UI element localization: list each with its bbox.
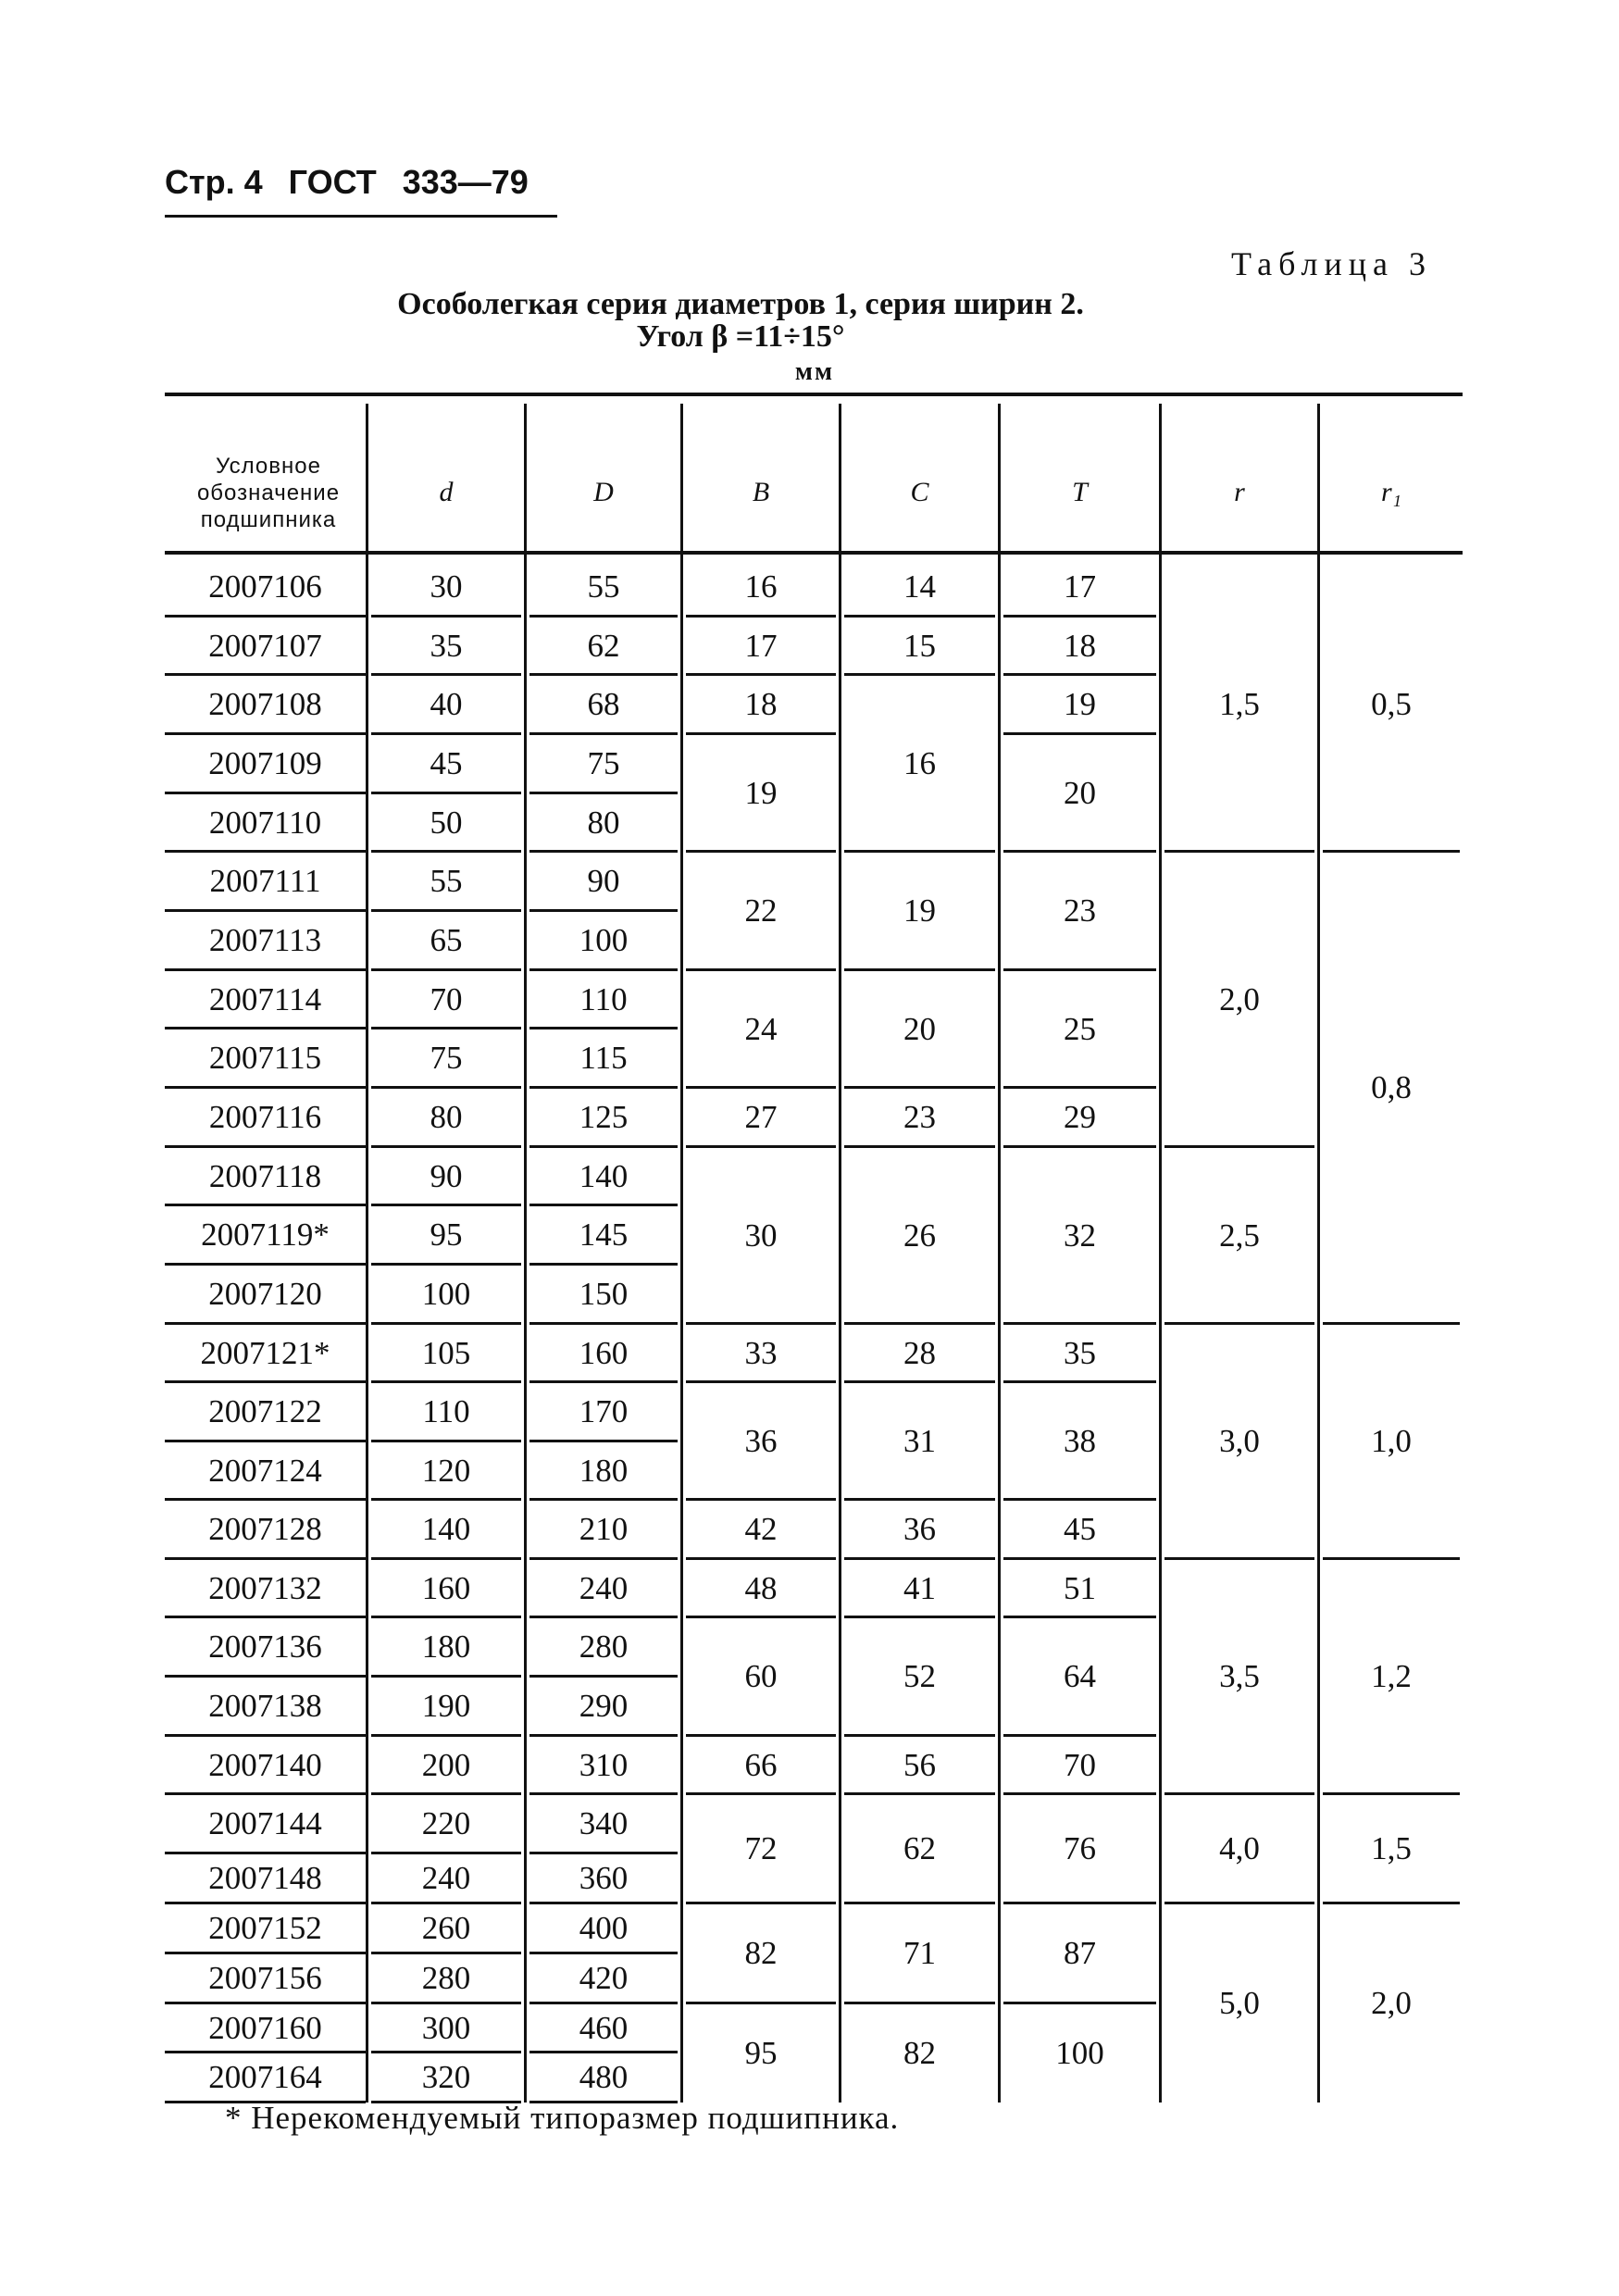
designation-cell: 2007124 (208, 1452, 322, 1489)
d-cell: 320 (421, 2059, 471, 2095)
designation-cell: 2007116 (208, 1099, 322, 1135)
header-r1: r₁ (1380, 477, 1402, 507)
B-cell: 18 (744, 686, 778, 722)
d-cell: 160 (421, 1569, 471, 1606)
B-cell: 82 (744, 1935, 778, 1971)
D-cell: 75 (587, 745, 620, 781)
B-cell: 33 (744, 1334, 778, 1371)
D-cell: 280 (579, 1628, 629, 1665)
C-cell: 16 (903, 744, 936, 781)
D-cell: 340 (579, 1805, 629, 1841)
designation-cell: 2007111 (209, 863, 321, 899)
B-cell: 95 (744, 2034, 778, 2071)
D-cell: 290 (579, 1688, 629, 1724)
B-cell: 60 (744, 1658, 778, 1694)
r-cell: 3,5 (1219, 1658, 1260, 1694)
designation-cell: 2007114 (208, 980, 322, 1017)
B-cell: 22 (744, 892, 778, 929)
D-cell: 480 (579, 2059, 629, 2095)
T-cell: 23 (1064, 892, 1096, 929)
B-cell: 42 (744, 1511, 778, 1547)
T-cell: 18 (1064, 627, 1096, 664)
d-cell: 65 (430, 922, 463, 958)
T-cell: 38 (1064, 1422, 1096, 1459)
designation-cell: 2007121* (200, 1334, 330, 1371)
D-cell: 420 (579, 1960, 629, 1996)
T-cell: 20 (1064, 774, 1096, 811)
D-cell: 68 (587, 686, 620, 722)
r-cell: 2,5 (1219, 1217, 1260, 1254)
designation-cell: 2007160 (208, 2009, 322, 2046)
header-d: d (439, 477, 454, 507)
D-cell: 360 (579, 1860, 629, 1896)
r1-cell: 1,2 (1371, 1658, 1412, 1694)
designation-cell: 2007110 (208, 804, 322, 841)
C-cell: 20 (903, 1010, 936, 1047)
D-cell: 460 (579, 2009, 629, 2046)
T-cell: 64 (1064, 1658, 1096, 1694)
table-caption-series: Особолегкая серия диаметров 1, серия ширин 2. (397, 287, 1084, 321)
r-cell: 1,5 (1219, 686, 1260, 722)
D-cell: 100 (579, 922, 629, 958)
designation-cell: 2007106 (208, 568, 322, 605)
D-cell: 400 (579, 1910, 629, 1946)
C-cell: 15 (903, 627, 936, 664)
table-label: Таблица 3 (1231, 245, 1432, 282)
B-cell: 48 (744, 1569, 778, 1606)
r1-cell: 1,0 (1371, 1423, 1412, 1459)
T-cell: 45 (1064, 1511, 1096, 1547)
B-cell: 72 (744, 1830, 778, 1866)
T-cell: 32 (1064, 1217, 1096, 1254)
d-cell: 110 (422, 1393, 470, 1429)
designation-cell: 2007108 (208, 686, 322, 722)
D-cell: 210 (579, 1511, 629, 1547)
T-cell: 29 (1064, 1099, 1096, 1135)
C-cell: 31 (903, 1422, 936, 1459)
header-C: C (910, 477, 929, 507)
r-cell: 4,0 (1219, 1830, 1260, 1866)
table-caption-angle: Угол β =11÷15° (636, 319, 845, 354)
C-cell: 62 (903, 1830, 936, 1866)
designation-cell: 2007164 (208, 2059, 322, 2095)
table-units: мм (794, 357, 835, 386)
D-cell: 110 (579, 980, 628, 1017)
table-top-rule (165, 393, 1463, 396)
D-cell: 90 (587, 863, 620, 899)
C-cell: 71 (903, 1935, 936, 1971)
r1-cell: 2,0 (1371, 1984, 1412, 2021)
C-cell: 52 (903, 1658, 936, 1694)
C-cell: 82 (903, 2034, 936, 2071)
d-cell: 180 (421, 1628, 471, 1665)
d-cell: 70 (430, 980, 463, 1017)
r-cell: 3,0 (1219, 1423, 1260, 1459)
d-cell: 120 (421, 1452, 471, 1489)
D-cell: 170 (579, 1393, 629, 1429)
designation-cell: 2007144 (208, 1805, 322, 1841)
designation-cell: 2007128 (208, 1511, 322, 1547)
r1-cell: 1,5 (1371, 1830, 1412, 1866)
B-cell: 27 (744, 1099, 778, 1135)
D-cell: 62 (587, 627, 620, 664)
B-cell: 36 (744, 1422, 778, 1459)
d-cell: 220 (421, 1805, 471, 1841)
d-cell: 300 (421, 2009, 471, 2046)
C-cell: 36 (903, 1511, 936, 1547)
designation-cell: 2007138 (208, 1688, 322, 1724)
D-cell: 55 (587, 568, 620, 605)
d-cell: 140 (421, 1511, 471, 1547)
D-cell: 115 (579, 1040, 628, 1076)
d-cell: 100 (421, 1276, 471, 1312)
C-cell: 19 (903, 892, 936, 929)
d-cell: 240 (421, 1860, 471, 1896)
d-cell: 190 (421, 1688, 471, 1724)
designation-cell: 2007136 (208, 1628, 322, 1665)
d-cell: 40 (430, 686, 463, 722)
T-cell: 25 (1064, 1010, 1096, 1047)
T-cell: 19 (1064, 686, 1096, 722)
d-cell: 95 (430, 1217, 463, 1253)
designation-cell: 2007122 (208, 1393, 322, 1429)
d-cell: 35 (430, 627, 463, 664)
d-cell: 280 (421, 1960, 471, 1996)
d-cell: 45 (430, 745, 463, 781)
designation-cell: 2007148 (208, 1860, 322, 1896)
designation-cell: 2007113 (208, 922, 322, 958)
d-cell: 260 (421, 1910, 471, 1946)
D-cell: 140 (579, 1157, 629, 1194)
d-cell: 105 (421, 1334, 471, 1371)
T-cell: 17 (1064, 568, 1096, 605)
T-cell: 70 (1064, 1746, 1096, 1783)
C-cell: 14 (903, 568, 936, 605)
designation-cell: 2007120 (208, 1276, 322, 1312)
designation-cell: 2007140 (208, 1746, 322, 1783)
B-cell: 66 (744, 1746, 778, 1783)
D-cell: 310 (579, 1746, 629, 1783)
designation-cell: 2007115 (208, 1040, 322, 1076)
B-cell: 30 (744, 1217, 778, 1254)
d-cell: 80 (430, 1099, 463, 1135)
footnote: * Нерекомендуемый типоразмер подшипника. (225, 2100, 900, 2136)
r-cell: 5,0 (1219, 1984, 1260, 2021)
D-cell: 160 (579, 1334, 629, 1371)
D-cell: 180 (579, 1452, 629, 1489)
T-cell: 51 (1064, 1569, 1096, 1606)
C-cell: 23 (903, 1099, 936, 1135)
d-cell: 50 (430, 804, 463, 841)
designation-cell: 2007156 (208, 1960, 322, 1996)
d-cell: 75 (430, 1040, 463, 1076)
D-cell: 80 (587, 804, 620, 841)
C-cell: 28 (903, 1334, 936, 1371)
designation-cell: 2007132 (208, 1569, 322, 1606)
C-cell: 26 (903, 1217, 936, 1254)
D-cell: 240 (579, 1569, 629, 1606)
header-r: r (1234, 477, 1245, 507)
C-cell: 41 (903, 1569, 936, 1606)
r-cell: 2,0 (1219, 980, 1260, 1017)
B-cell: 19 (744, 774, 778, 811)
header-T: T (1072, 477, 1088, 507)
C-cell: 56 (903, 1746, 936, 1783)
designation-cell: 2007119* (201, 1217, 330, 1253)
d-cell: 55 (430, 863, 463, 899)
T-cell: 35 (1064, 1334, 1096, 1371)
B-cell: 16 (744, 568, 778, 605)
d-cell: 200 (421, 1746, 471, 1783)
page-number: Стр. 4 (165, 163, 263, 201)
B-cell: 17 (744, 627, 778, 664)
B-cell: 24 (744, 1010, 778, 1047)
D-cell: 150 (579, 1276, 629, 1312)
designation-cell: 2007152 (208, 1910, 322, 1946)
header-D: D (593, 477, 614, 507)
standard-number: 333—79 (402, 163, 529, 201)
D-cell: 125 (579, 1099, 629, 1135)
d-cell: 30 (430, 568, 463, 605)
header-bottom-rule (165, 551, 1463, 555)
T-cell: 100 (1055, 2034, 1104, 2071)
header-B: B (752, 477, 770, 507)
D-cell: 145 (579, 1217, 629, 1253)
designation-cell: 2007107 (208, 627, 322, 664)
designation-cell: 2007109 (208, 745, 322, 781)
r1-cell: 0,8 (1371, 1069, 1412, 1105)
T-cell: 87 (1064, 1935, 1096, 1971)
standard-name: ГОСТ (288, 163, 377, 201)
d-cell: 90 (430, 1157, 463, 1194)
header-designation: Условное обозначение подшипника (196, 453, 341, 532)
r1-cell: 0,5 (1371, 686, 1412, 722)
designation-cell: 2007118 (208, 1157, 322, 1194)
T-cell: 76 (1064, 1830, 1096, 1866)
